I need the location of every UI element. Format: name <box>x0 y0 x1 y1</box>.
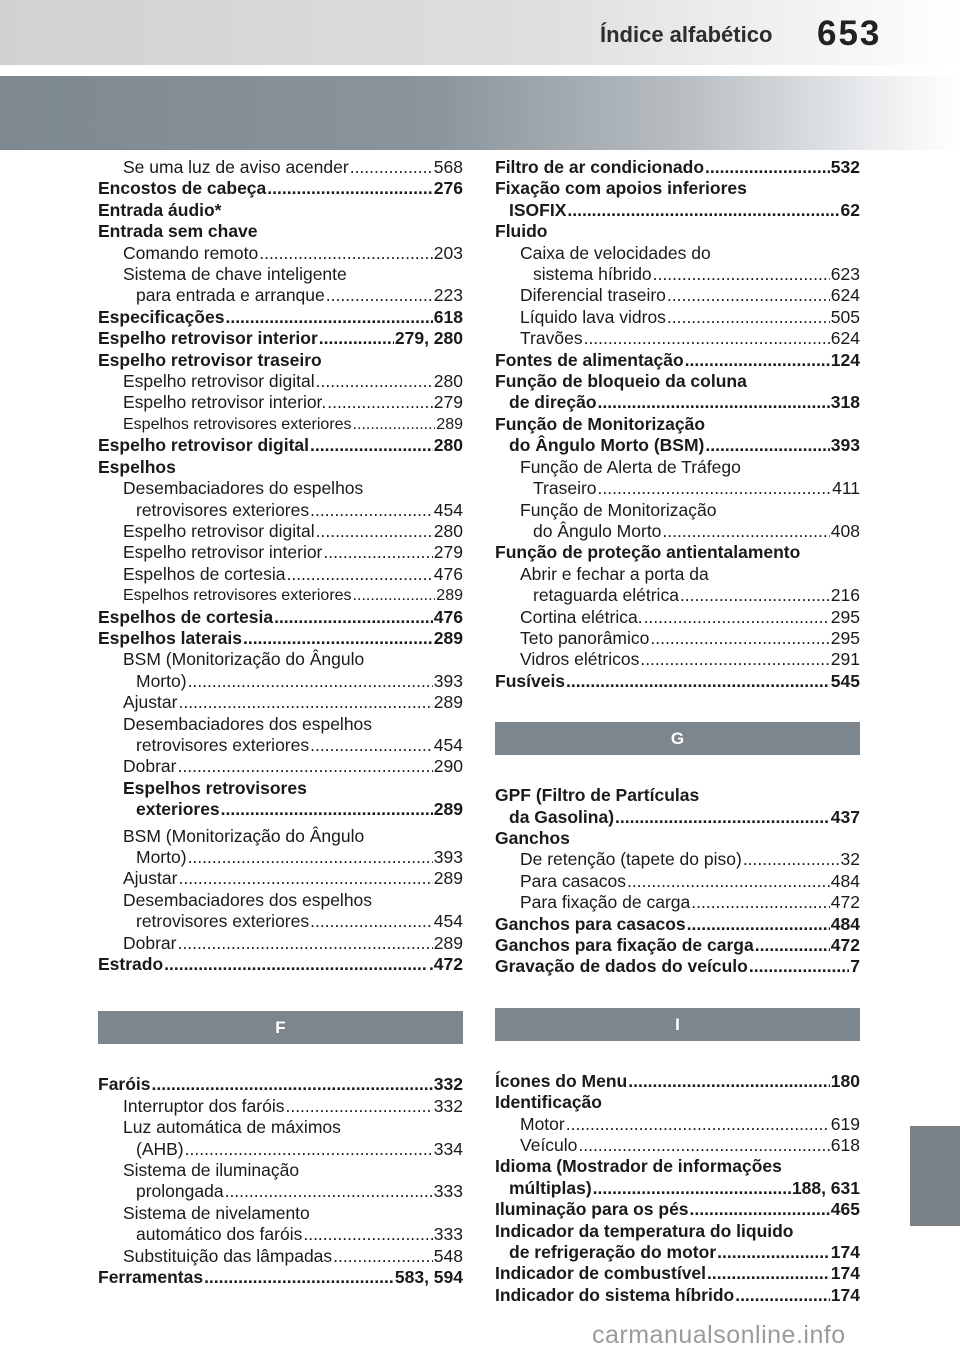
index-entry: de refrigeração do motor ..... 174 <box>495 1242 860 1263</box>
index-entry: Espelhos laterais ..... 289 <box>98 628 463 649</box>
index-entry: exteriores ..... 289 <box>98 799 463 820</box>
index-entry: Indicador da temperatura do liquido <box>495 1220 794 1241</box>
index-entry: Função de Alerta de Tráfego <box>520 456 741 477</box>
index-entry: Cortina elétrica. ..... 295 <box>495 607 860 628</box>
index-entry: (AHB) ..... 334 <box>98 1139 463 1160</box>
index-entry: automático dos faróis ..... 333 <box>98 1224 463 1245</box>
index-entry: Entrada sem chave <box>98 221 258 242</box>
index-entry: BSM (Monitorização do Ângulo <box>123 825 365 846</box>
index-entry: Para fixação de carga ..... 472 <box>495 892 860 913</box>
index-entry: Função de bloqueio da coluna <box>495 371 747 392</box>
index-entry: Comando remoto ..... 203 <box>98 243 463 264</box>
header-band <box>0 0 960 65</box>
index-entry: De retenção (tapete do piso) ..... 32 <box>495 849 860 870</box>
index-entry: Dobrar ..... 289 <box>98 933 463 954</box>
watermark: carmanualsonline.info <box>592 1321 846 1349</box>
index-entry: do Ângulo Morto (BSM) ..... 393 <box>495 435 860 456</box>
index-entry: Espelhos de cortesia ..... 476 <box>98 607 463 628</box>
index-entry: Idioma (Mostrador de informações <box>495 1156 782 1177</box>
index-entry: Espelhos retrovisores <box>123 777 307 798</box>
index-entry: Ganchos <box>495 827 570 848</box>
index-entry: retrovisores exteriores ..... 454 <box>98 500 463 521</box>
index-entry: Travões ..... 624 <box>495 328 860 349</box>
index-column-right <box>495 157 860 1306</box>
index-entry: Caixa de velocidades do <box>520 242 711 263</box>
index-entry: sistema híbrido ..... 623 <box>495 264 860 285</box>
index-entry: Espelho retrovisor digital ..... 280 <box>98 521 463 542</box>
index-entry: Espelhos retrovisores exteriores ..... 289 <box>98 414 463 435</box>
index-entry: Dobrar ..... 290 <box>98 756 463 777</box>
index-entry: Espelho retrovisor digital ..... 280 <box>98 435 463 456</box>
page-number: 653 <box>817 14 882 53</box>
index-entry: Para casacos ..... 484 <box>495 871 860 892</box>
index-entry: Luz automática de máximos <box>123 1117 341 1138</box>
index-entry: Espelho retrovisor digital ..... 280 <box>98 371 463 392</box>
index-entry: Substituição das lâmpadas ..... 548 <box>98 1246 463 1267</box>
index-entry: Se uma luz de aviso acender ..... 568 <box>98 157 463 178</box>
index-entry: de direção ..... 318 <box>495 392 860 413</box>
index-entry: Desembaciadores dos espelhos <box>123 889 373 910</box>
index-entry: Abrir e fechar a porta da <box>520 563 709 584</box>
index-entry: retrovisores exteriores ..... 454 <box>98 735 463 756</box>
index-entry: do Ângulo Morto ..... 408 <box>495 521 860 542</box>
index-entry: Ícones do Menu ..... 180 <box>495 1071 860 1092</box>
index-entry: Líquido lava vidros ..... 505 <box>495 307 860 328</box>
index-entry: Indicador de combustível ..... 174 <box>495 1263 860 1284</box>
index-entry: Espelho retrovisor interior ..... 279, 280 <box>98 328 463 349</box>
index-column-left <box>98 157 463 1289</box>
index-entry: Fontes de alimentação ..... 124 <box>495 350 860 371</box>
index-entry: Interruptor dos faróis ..... 332 <box>98 1096 463 1117</box>
index-entry: Sistema de chave inteligente <box>123 264 347 285</box>
index-entry: Ajustar ..... 289 <box>98 692 463 713</box>
index-entry: Função de Monitorização <box>495 413 706 434</box>
index-entry: GPF (Filtro de Partículas <box>495 785 700 806</box>
index-entry: Função de Monitorização <box>520 499 717 520</box>
index-entry: Espelhos retrovisores exteriores ..... 289 <box>98 585 463 606</box>
index-entry: Fusíveis ..... 545 <box>495 671 860 692</box>
section-header-i: I <box>495 1008 860 1041</box>
index-entry: Espelho retrovisor traseiro <box>98 349 322 370</box>
index-entry: para entrada e arranque ..... 223 <box>98 285 463 306</box>
index-entry: Função de proteção antientalamento <box>495 542 801 563</box>
index-entry: Especificações ..... 618 <box>98 307 463 328</box>
index-entry: Sistema de nivelamento <box>123 1202 310 1223</box>
index-entry: Desembaciadores dos espelhos <box>123 713 373 734</box>
index-entry: Ferramentas ..... 583, 594 <box>98 1267 463 1288</box>
index-entry: Veículo ..... 618 <box>495 1135 860 1156</box>
index-entry: Fluido <box>495 221 548 242</box>
index-entry: BSM (Monitorização do Ângulo <box>123 649 365 670</box>
index-entry: Espelhos <box>98 456 176 477</box>
index-entry: Vidros elétricos ..... 291 <box>495 649 860 670</box>
index-entry: Filtro de ar condicionado ..... 532 <box>495 157 860 178</box>
header-banner <box>0 76 960 150</box>
index-entry: Ajustar ..... 289 <box>98 868 463 889</box>
index-entry: Morto) ..... 393 <box>98 671 463 692</box>
index-entry: Desembaciadores do espelhos <box>123 478 364 499</box>
section-title: Índice alfabético <box>600 22 773 47</box>
index-entry: ISOFIX ..... 62 <box>495 200 860 221</box>
index-entry: Morto) ..... 393 <box>98 847 463 868</box>
section-header-f: F <box>98 1011 463 1044</box>
index-entry: Identificação <box>495 1092 602 1113</box>
index-entry: Iluminação para os pés ..... 465 <box>495 1199 860 1220</box>
index-entry: Faróis ..... 332 <box>98 1074 463 1095</box>
index-entry: Ganchos para fixação de carga ..... 472 <box>495 935 860 956</box>
index-entry: Ganchos para casacos ..... 484 <box>495 914 860 935</box>
index-entry: Motor ..... 619 <box>495 1114 860 1135</box>
index-entry: retrovisores exteriores ..... 454 <box>98 911 463 932</box>
index-entry: Teto panorâmico ..... 295 <box>495 628 860 649</box>
thumb-index-tab <box>910 1126 960 1226</box>
index-entry: múltiplas) ..... 188, 631 <box>495 1178 860 1199</box>
index-entry: Espelho retrovisor interior. ..... 279 <box>98 392 463 413</box>
index-entry: Gravação de dados do veículo ..... 7 <box>495 956 860 977</box>
index-entry: retaguarda elétrica ..... 216 <box>495 585 860 606</box>
index-entry: Espelhos de cortesia ..... 476 <box>98 564 463 585</box>
index-entry: da Gasolina) ..... 437 <box>495 807 860 828</box>
index-entry: Espelho retrovisor interior ..... 279 <box>98 542 463 563</box>
index-entry: Sistema de iluminação <box>123 1160 300 1181</box>
index-entry: prolongada ..... 333 <box>98 1181 463 1202</box>
index-entry: Indicador do sistema híbrido ..... 174 <box>495 1285 860 1306</box>
index-entry: Fixação com apoios inferiores <box>495 178 747 199</box>
index-entry: Encostos de cabeça ..... 276 <box>98 178 463 199</box>
index-entry: Diferencial traseiro ..... 624 <box>495 285 860 306</box>
index-entry: Estrado ..... .472 <box>98 954 463 975</box>
index-entry: Traseiro ..... 411 <box>495 478 860 499</box>
index-entry: Entrada áudio* <box>98 199 222 220</box>
section-header-g: G <box>495 722 860 755</box>
